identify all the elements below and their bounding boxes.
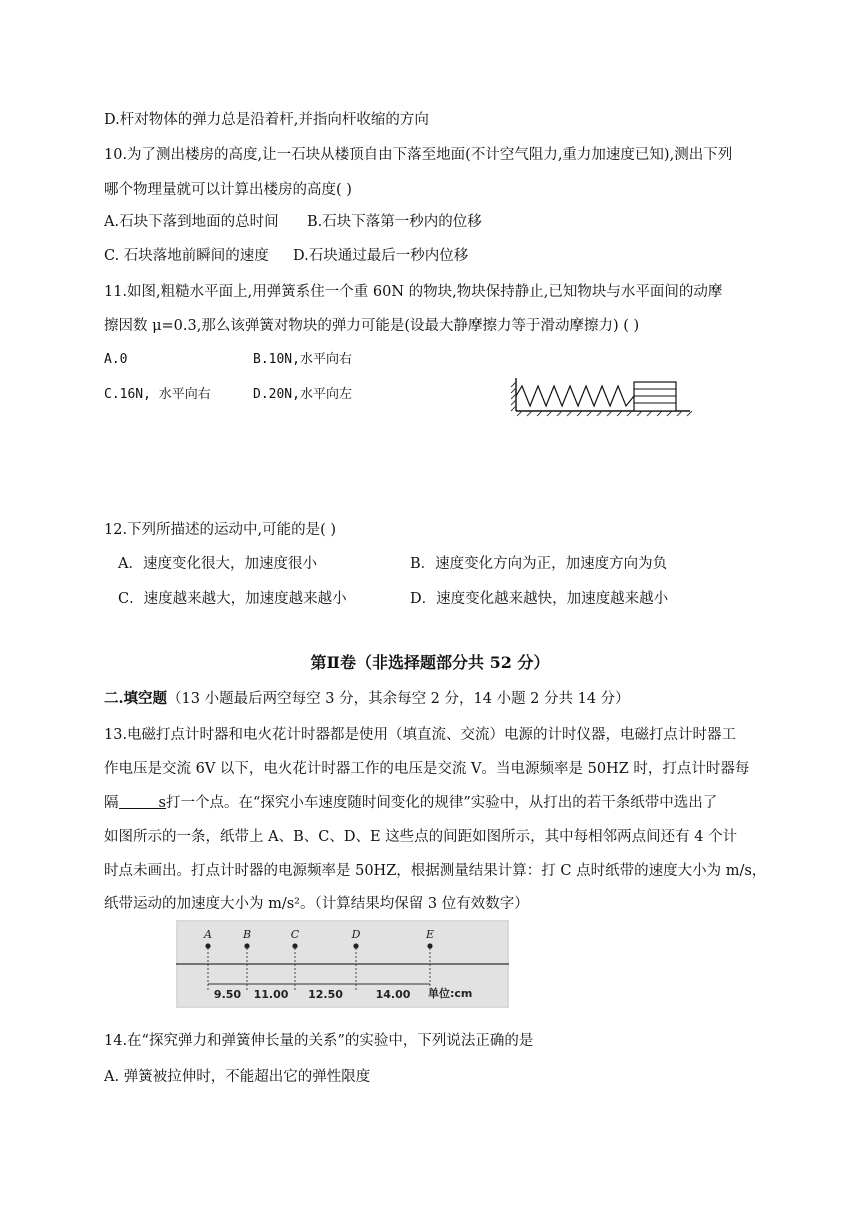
tape-point-dot-b <box>244 943 249 948</box>
tape-point-label-d: D <box>351 928 361 941</box>
q11-stem-line2: 擦因数 μ=0.3,那么该弹簧对物块的弹力可能是(设最大静摩擦力等于滑动摩擦力) ( ) <box>104 318 640 334</box>
q12-stem: 12.下列所描述的运动中,可能的是( ) <box>104 522 337 538</box>
q13-line3-post: 打一个点。在“探究小车速度随时间变化的规律”实验中，从打出的若干条纸带中选出了 <box>165 795 718 811</box>
q10-option-c: C. 石块落地前瞬间的速度 <box>104 248 269 264</box>
q13-line6: 纸带运动的加速度大小为 m/s²。（计算结果均保留 3 位有效数字） <box>104 896 529 912</box>
tape-point-dot-c <box>292 943 297 948</box>
q10-stem-line1: 10.为了测出楼房的高度,让一石块从楼顶自由下落至地面(不计空气阻力,重力加速度已知),测出下列 <box>104 147 733 163</box>
block <box>634 382 676 411</box>
paper-tape-figure <box>176 920 509 1008</box>
q13-line3-unit: s <box>158 795 166 811</box>
q11-stem-line1: 11.如图,粗糙水平面上,用弹簧系住一个重 60N 的物块,物块保持静止,已知物块与水平面间的动摩 <box>104 284 723 300</box>
tape-distance-label: 12.50 <box>308 988 343 1001</box>
q12-option-b: B．速度变化方向为正，加速度方向为负 <box>410 556 668 572</box>
tape-point-label-c: C <box>290 928 300 941</box>
q12-option-a: A．速度变化很大，加速度很小 <box>118 556 317 572</box>
q13-line1: 13.电磁打点计时器和电火花计时器都是使用（填直流、交流）电源的计时仪器，电磁打点计时器工 <box>104 727 737 743</box>
tape-distance-label: 11.00 <box>253 988 289 1001</box>
spring-block-figure <box>508 374 698 420</box>
q9-option-d: D.杆对物体的弹力总是沿着杆,并指向杆收缩的方向 <box>104 112 429 128</box>
section2-heading-note: （13 小题最后两空每空 3 分，其余每空 2 分，14 小题 2 分共 14 分） <box>167 691 630 707</box>
tape-point-label-a: A <box>204 928 212 941</box>
q14-option-a: A. 弹簧被拉伸时，不能超出它的弹性限度 <box>104 1069 371 1085</box>
q12-option-d: D．速度变化越来越快，加速度越来越小 <box>410 591 669 607</box>
q12-option-c: C．速度越来越大，加速度越来越小 <box>118 591 347 607</box>
tape-point-dot-e <box>427 943 432 948</box>
section2-heading <box>104 689 630 709</box>
q14-stem: 14.在“探究弹力和弹簧伸长量的关系”的实验中，下列说法正确的是 <box>104 1033 534 1049</box>
q11-option-c: C.16N, 水平向右 <box>104 387 211 402</box>
tape-unit-label: 单位:cm <box>428 987 473 1000</box>
tape-point-dot-d <box>353 943 358 948</box>
q13-line3-pre: 隔 <box>104 795 119 811</box>
q10-option-a: A.石块下落到地面的总时间 <box>104 214 279 230</box>
q13-answer-blank <box>119 793 159 809</box>
q10-option-d: D.石块通过最后一秒内位移 <box>293 248 469 264</box>
tape-point-dot-a <box>205 943 210 948</box>
tape-distance-label: 14.00 <box>375 988 411 1001</box>
q10-option-b: B.石块下落第一秒内的位移 <box>307 214 482 230</box>
tape-point-label-b: B <box>242 928 252 941</box>
section2-heading-label: 二.填空题 <box>104 690 168 707</box>
q13-line2: 作电压是交流 6V 以下，电火花计时器工作的电压是交流 V。当电源频率是 50HZ 时，打点计时器每 <box>104 761 750 777</box>
q13-line4: 如图所示的一条，纸带上 A、B、C、D、E 这些点的间距如图所示，其中每相邻两点间还有 4 个计 <box>104 829 738 845</box>
tape-distance-label: 9.50 <box>213 988 242 1001</box>
q10-stem-line2: 哪个物理量就可以计算出楼房的高度( ) <box>104 182 352 198</box>
spring <box>516 386 634 406</box>
q13-line3 <box>104 793 717 813</box>
q11-option-a: A.0 <box>104 352 128 367</box>
section2-title: 第Ⅱ卷（非选择题部分共 52 分） <box>310 653 550 672</box>
q11-option-d: D.20N,水平向左 <box>253 387 352 402</box>
tape-point-label-e: E <box>425 928 435 941</box>
q13-line5: 时点未画出。打点计时器的电源频率是 50HZ，根据测量结果计算：打 C 点时纸带的速度大小为 m/s， <box>104 863 767 879</box>
q11-option-b: B.10N,水平向右 <box>253 352 352 367</box>
